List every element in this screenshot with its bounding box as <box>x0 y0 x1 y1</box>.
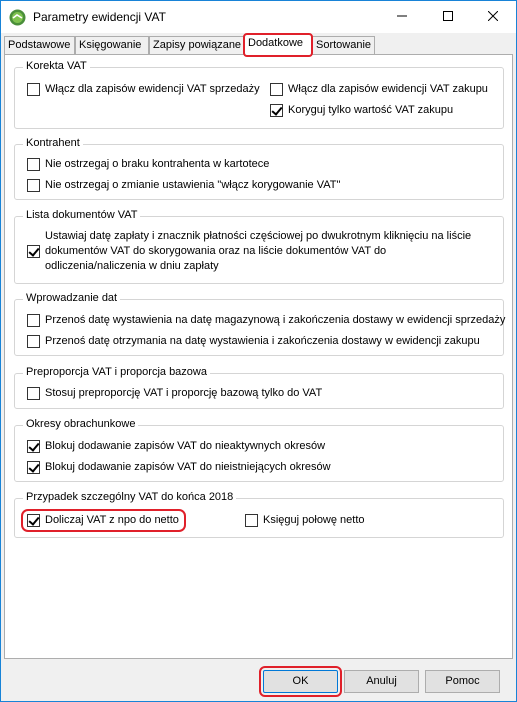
maximize-button[interactable] <box>425 1 471 33</box>
group-preproporcja <box>14 366 504 409</box>
checkbox-korekta-zakupu[interactable] <box>270 82 488 97</box>
window-title: Parametry ewidencji VAT <box>33 10 166 24</box>
checkbox-label: Nie ostrzegaj o zmianie ustawienia "włącz korygowanie VAT" <box>45 179 341 191</box>
group-title: Korekta VAT <box>23 60 90 72</box>
checkbox-label: Blokuj dodawanie zapisów VAT do nieaktywnych okresów <box>45 440 326 452</box>
group-title: Lista dokumentów VAT <box>23 209 140 221</box>
checkbox-ustawiaj-date-zaplaty[interactable] <box>27 229 485 274</box>
checkbox-box[interactable] <box>27 158 40 171</box>
group-wprowadzanie-dat <box>14 292 506 356</box>
checkbox-label: Włącz dla zapisów ewidencji VAT zakupu <box>288 83 488 95</box>
title-bar <box>1 1 516 33</box>
group-przypadek-szczegolny <box>14 491 504 538</box>
checkbox-label: Koryguj tylko wartość VAT zakupu <box>288 104 454 116</box>
checkbox-nieistniejace-okresy[interactable] <box>27 460 331 475</box>
tab-zapisy-powiazane[interactable]: Zapisy powiązane <box>149 36 244 55</box>
ok-button[interactable]: OK <box>263 670 338 693</box>
help-button[interactable]: Pomoc <box>425 670 500 693</box>
checkbox-box[interactable] <box>270 104 283 117</box>
checkbox-label: Włącz dla zapisów ewidencji VAT sprzedaży <box>45 83 260 95</box>
checkbox-label: Stosuj preproporcję VAT i proporcję bazową tylko do VAT <box>45 387 323 399</box>
checkbox-label: Nie ostrzegaj o braku kontrahenta w kartotece <box>45 158 270 170</box>
checkbox-box[interactable] <box>27 514 40 527</box>
cancel-button[interactable]: Anuluj <box>344 670 419 693</box>
group-korekta-vat <box>14 60 504 129</box>
checkbox-box[interactable] <box>27 83 40 96</box>
checkbox-box[interactable] <box>27 335 40 348</box>
checkbox-box[interactable] <box>27 440 40 453</box>
checkbox-box[interactable] <box>27 245 40 258</box>
checkbox-koryguj-vat-zakupu[interactable] <box>270 103 453 118</box>
checkbox-zmiana-ustawienia[interactable] <box>27 178 340 193</box>
group-title: Okresy obrachunkowe <box>23 418 138 430</box>
tab-dodatkowe[interactable]: Dodatkowe <box>244 34 312 56</box>
checkbox-data-zakupu[interactable] <box>27 334 480 349</box>
group-title: Przypadek szczególny VAT do końca 2018 <box>23 491 236 503</box>
checkbox-data-sprzedazy[interactable] <box>27 313 505 328</box>
close-icon <box>488 11 498 24</box>
checkbox-box[interactable] <box>27 179 40 192</box>
minimize-button[interactable] <box>379 1 425 33</box>
checkbox-label: Doliczaj VAT z npo do netto <box>45 514 179 526</box>
tab-podstawowe[interactable]: Podstawowe <box>4 36 75 55</box>
checkbox-box[interactable] <box>270 83 283 96</box>
tab-sortowanie[interactable]: Sortowanie <box>312 36 375 55</box>
checkbox-label: Ustawiaj datę zapłaty i znacznik płatności częściowej po dwukrotnym kliknięciu na liście dokumentów VAT do skorygowania oraz na liście dokumentów VAT do odliczenia/naliczenia w dniu zapłaty <box>45 230 472 272</box>
checkbox-box[interactable] <box>245 514 258 527</box>
checkbox-label: Przenoś datę otrzymania na datę wystawienia i zakończenia dostawy w ewidencji zakupu <box>45 335 480 347</box>
group-title: Kontrahent <box>23 137 83 149</box>
checkbox-label: Blokuj dodawanie zapisów VAT do nieistniejących okresów <box>45 461 331 473</box>
minimize-icon <box>397 11 407 24</box>
group-title: Wprowadzanie dat <box>23 292 120 304</box>
group-lista-dokumentow <box>14 209 504 284</box>
checkbox-nieaktywne-okresy[interactable] <box>27 439 325 454</box>
group-kontrahent <box>14 137 504 200</box>
checkbox-brak-kontrahenta[interactable] <box>27 157 269 172</box>
tab-panel-dodatkowe <box>4 54 513 659</box>
checkbox-label: Przenoś datę wystawienia na datę magazynową i zakończenia dostawy w ewidencji sprzedaży <box>45 314 506 326</box>
checkbox-doliczaj-vat[interactable] <box>24 512 183 529</box>
checkbox-box[interactable] <box>27 314 40 327</box>
group-title: Preproporcja VAT i proporcja bazowa <box>23 366 210 378</box>
app-logo-icon <box>9 9 26 26</box>
close-button[interactable] <box>470 1 516 33</box>
maximize-icon <box>443 11 453 24</box>
group-okresy-obrachunkowe <box>14 418 504 482</box>
checkbox-box[interactable] <box>27 387 40 400</box>
checkbox-label: Księguj połowę netto <box>263 514 365 526</box>
tab-ksiegowanie[interactable]: Księgowanie <box>75 36 149 55</box>
checkbox-stosuj-preproporcje[interactable] <box>27 386 322 401</box>
checkbox-box[interactable] <box>27 461 40 474</box>
checkbox-korekta-sprzedazy[interactable] <box>27 82 260 97</box>
checkbox-ksieguj-polowe-netto[interactable] <box>245 513 365 528</box>
